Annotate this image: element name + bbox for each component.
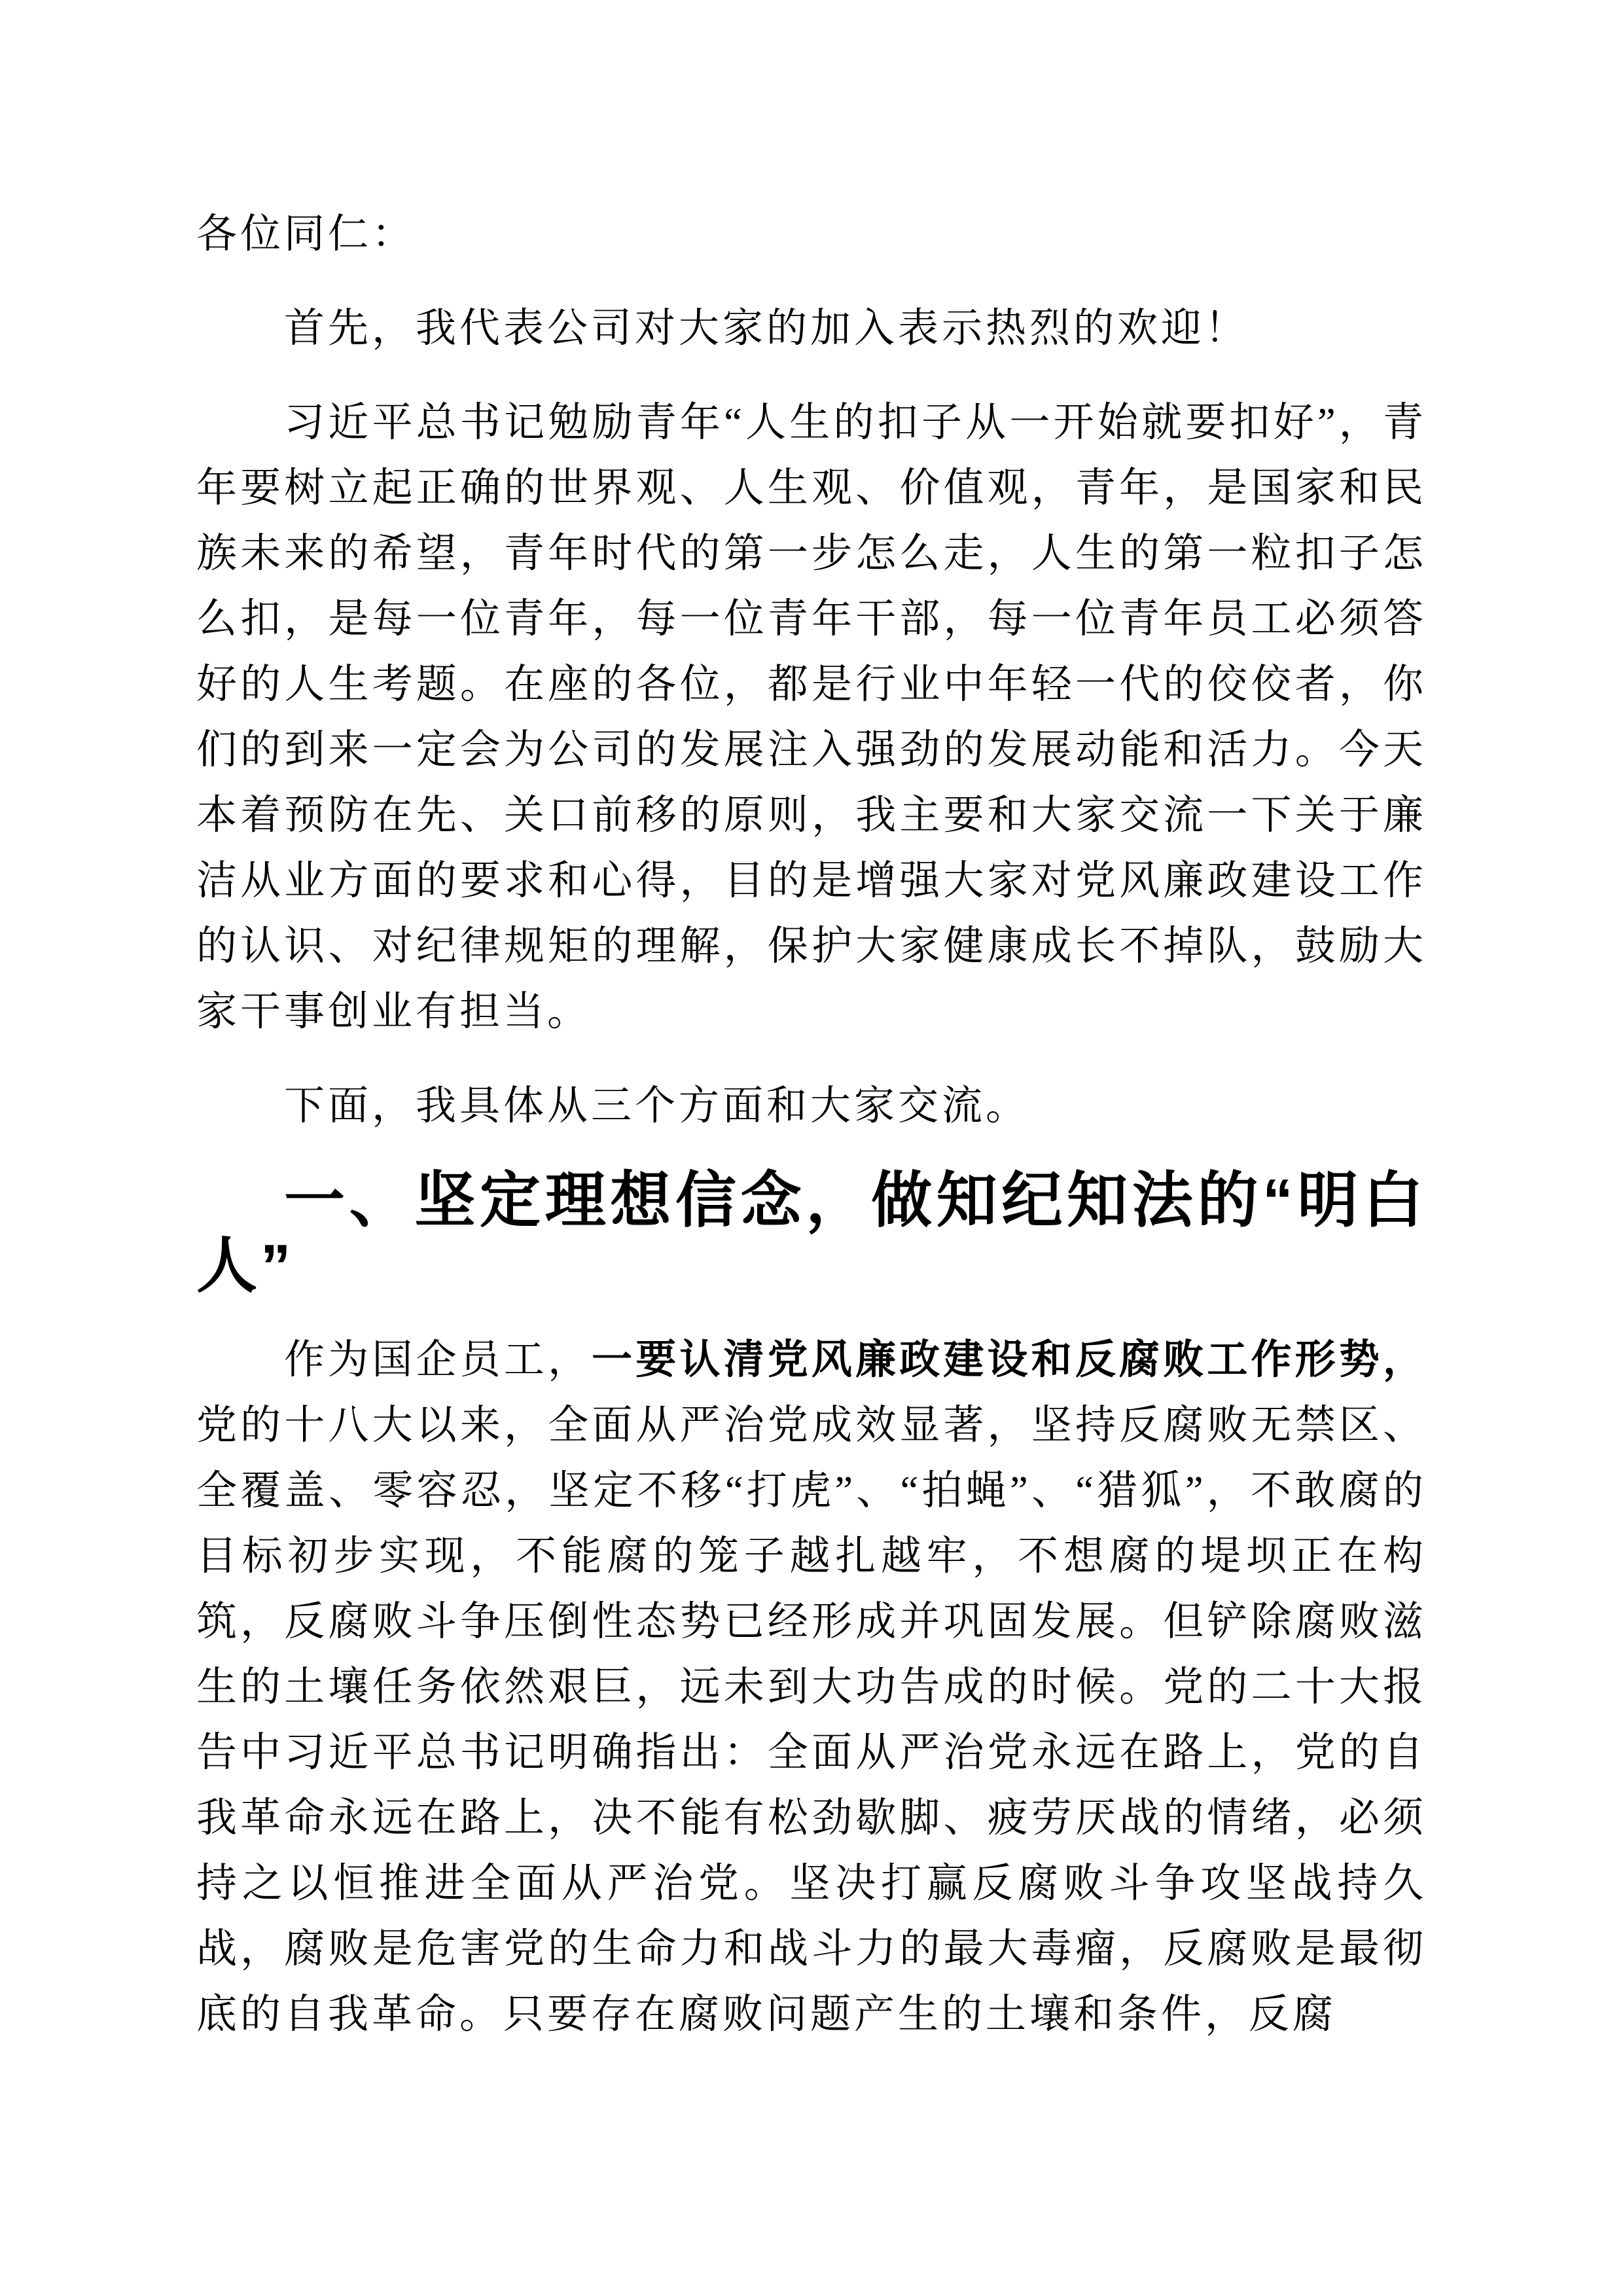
section-1-body-text: 党的十八大以来，全面从严治党成效显著，坚持反腐败无禁区、全覆盖、零容忍，坚定不移“打虎”、“拍蝇”、“猎狐”，不敢腐的目标初步实现，不能腐的笼子越扎越牢，不想腐的堤坝正在构筑，反腐败斗争压倒性态势已经形成并巩固发展。但铲除腐败滋生的土壤任务依然艰巨，远未到大功告成的时候。党的二十大报告中习近平总书记明确指出：全面从严治党永远在路上，党的自我革命永远在路上，决不能有松劲歇脚、疲劳厌战的情绪，必须持之以恒推进全面从严治党。坚决打赢反腐败斗争攻坚战持久战，腐败是危害党的生命力和战斗力的最大毒瘤，反腐败是最彻底的自我革命。只要存在腐败问题产生的土壤和条件，反腐 [196, 1403, 1427, 2037]
paragraph-welcome: 首先，我代表公司对大家的加入表示热烈的欢迎！ [284, 306, 1249, 351]
salutation-line: 各位同仁： [196, 212, 416, 257]
section-1-emphasis-text: 一要认清党风廉政建设和反腐败工作形势， [592, 1337, 1427, 1382]
section-1-heading: 一、坚定理想信念，做知纪知法的“明白人” [196, 1166, 1427, 1300]
paragraph-youth-guidance: 习近平总书记勉励青年“人生的扣子从一开始就要扣好”，青年要树立起正确的世界观、人生观、价值观，青年，是国家和民族未来的希望，青年时代的第一步怎么走，人生的第一粒扣子怎么扣，是每一位青年，每一位青年干部，每一位青年员工必须答好的人生考题。在座的各位，都是行业中年轻一代的佼佼者，你们的到来一定会为公司的发展注入强劲的发展动能和活力。今天本着预防在先、关口前移的原则，我主要和大家交流一下关于廉洁从业方面的要求和心得，目的是增强大家对党风廉政建设工作的认识、对纪律规矩的理解，保护大家健康成长不掉队，鼓励大家干事创业有担当。 [196, 401, 1427, 1034]
paragraph-section-1 [196, 1327, 1427, 2047]
section-1-lead-text: 作为国企员工， [284, 1338, 592, 1382]
paragraph-transition: 下面，我具体从三个方面和大家交流。 [284, 1084, 1030, 1128]
